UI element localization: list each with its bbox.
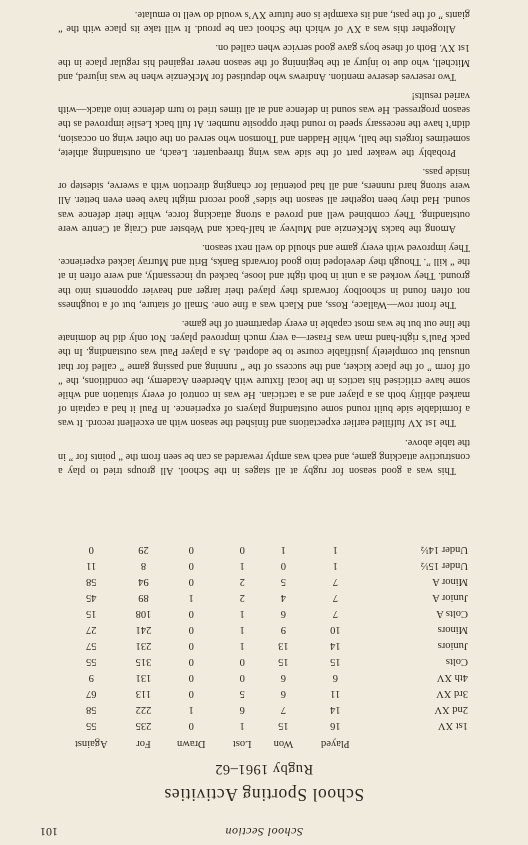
table-row <box>56 654 468 670</box>
stat-cell: 6 <box>280 688 287 700</box>
stat-cell: 58 <box>86 704 97 716</box>
paragraph: Altogether this was a XV of which the School can be proud. It will take its place with the “ giants ” of the past, and its example is one future XV’s would do well to emulate. <box>58 8 470 35</box>
stat-cell: 0 <box>188 576 194 588</box>
column-header: Lost <box>232 738 252 749</box>
team-name-cell: Colts A <box>436 608 468 620</box>
team-name-cell: 1st XV <box>437 720 468 732</box>
stat-cell: 1 <box>239 560 245 572</box>
table-header-row <box>56 734 468 749</box>
table-row <box>56 590 468 606</box>
stat-cell: 55 <box>86 720 97 732</box>
stat-cell: 1 <box>239 624 245 636</box>
stat-cell: 0 <box>280 560 287 572</box>
stat-cell: 8 <box>140 560 147 572</box>
stat-cell: 11 <box>86 560 97 572</box>
table-row <box>56 558 468 574</box>
stat-cell: 2 <box>239 592 245 604</box>
stat-cell: 9 <box>280 624 287 636</box>
team-name-cell: Minor A <box>432 576 468 588</box>
table-row <box>56 574 468 590</box>
team-name-cell: 3rd XV <box>436 688 468 700</box>
stat-cell: 89 <box>138 592 149 604</box>
team-name-cell: Junior A <box>432 592 468 604</box>
stat-cell: 1 <box>280 544 287 556</box>
stat-cell: 7 <box>332 592 338 604</box>
page-number: 101 <box>40 825 58 839</box>
stat-cell: 1 <box>239 640 245 652</box>
stat-cell: 0 <box>239 672 245 684</box>
team-name-cell: Juniors <box>437 640 468 652</box>
stat-cell: 4 <box>280 592 287 604</box>
stat-cell: 231 <box>135 640 152 652</box>
column-header <box>366 734 468 749</box>
table-row <box>56 718 468 734</box>
stat-cell: 14 <box>330 704 341 716</box>
team-name-cell: 2nd XV <box>434 704 468 716</box>
stat-cell: 55 <box>86 656 97 668</box>
stat-cell: 0 <box>188 688 194 700</box>
table-row <box>56 670 468 686</box>
stat-cell: 1 <box>188 704 194 716</box>
stat-cell: 0 <box>188 560 194 572</box>
team-name-cell: Minors <box>437 624 468 636</box>
stat-cell: 9 <box>88 672 94 684</box>
paragraph: This was a good season for rugby at all stages in the School. All groups tried to play a constructive attacking game, and each was amply rewarded as can be seen from the “ points for ” in the table above. <box>58 436 470 476</box>
stat-cell: 315 <box>135 656 152 668</box>
stat-cell: 13 <box>278 640 289 652</box>
stat-cell: 5 <box>280 576 287 588</box>
stat-cell: 1 <box>188 592 194 604</box>
page-subtitle: Rugby 1961–62 <box>214 761 314 777</box>
stat-cell: 15 <box>86 608 97 620</box>
stat-cell: 0 <box>188 640 194 652</box>
stat-cell: 1 <box>239 720 245 732</box>
stat-cell: 1 <box>239 608 245 620</box>
section-name: School Section <box>225 825 303 839</box>
stat-cell: 15 <box>330 656 341 668</box>
table-row <box>56 702 468 718</box>
stat-cell: 241 <box>135 624 152 636</box>
stat-cell: 57 <box>86 640 97 652</box>
stat-cell: 0 <box>188 544 194 556</box>
stat-cell: 58 <box>86 576 97 588</box>
column-header: For <box>136 738 151 749</box>
team-name-cell: Under 15½ <box>420 560 468 572</box>
column-header: Played <box>321 738 350 749</box>
column-header: Against <box>74 738 108 749</box>
table-row <box>56 542 468 558</box>
stat-cell: 131 <box>135 672 152 684</box>
table-row <box>56 686 468 702</box>
stat-cell: 29 <box>138 544 149 556</box>
stat-cell: 108 <box>135 608 152 620</box>
article-body <box>58 2 470 477</box>
column-header: Won <box>273 738 294 749</box>
stat-cell: 7 <box>332 608 338 620</box>
stat-cell: 7 <box>332 576 338 588</box>
paragraph: Among the backs McKenzie and Mulvey at half-back and Webster and Craig at Centre were outstanding. They combined well and proved a strong attacking force, while their defence was sound. Had they been together all season the sides’ good record might have been even better. All were strong hard runners, and all had potential for changing direction with a swerve, sidestep or inside pass. <box>58 165 470 234</box>
stat-cell: 94 <box>138 576 149 588</box>
stat-cell: 0 <box>239 544 245 556</box>
stat-cell: 5 <box>239 688 245 700</box>
paragraph: The 1st XV fulfilled earlier expectations and finished the season with an excellent record. It was a formidable side built round some outstanding players of experience. In Paul it had a captain of marked ability both as a player and as a tactician. He was in control of every situation and while some have criticised his tactics in the local fixture with Aberdeen Academy, the conditions, the “ off form ” of the place kicker, and the success of the “ running and passing game ” called for that unusual but completely justifiable course to be adopted. As a player Paul was outstanding. In the pack Paul’s right-hand man was Fraser—a very much improved player. Not only did he dominate the line out but he was most capable in every department of the game. <box>58 317 470 429</box>
team-name-cell: 4th XV <box>436 672 468 684</box>
stat-cell: 45 <box>86 592 97 604</box>
stat-cell: 113 <box>135 688 152 700</box>
stat-cell: 0 <box>188 720 194 732</box>
table-row <box>56 622 468 638</box>
stat-cell: 0 <box>188 608 194 620</box>
running-header <box>40 819 488 839</box>
stat-cell: 15 <box>278 656 289 668</box>
stat-cell: 2 <box>239 576 245 588</box>
stat-cell: 10 <box>330 624 341 636</box>
stat-cell: 27 <box>86 624 97 636</box>
paragraph: Two reserves deserve mention. Andrews who deputised for McKenzie when he was injured, and Mitchell, who due to injury at the beginning of the season never regained his regular place in the 1st XV. Both of these boys gave good service when called on. <box>58 42 470 82</box>
stat-cell: 6 <box>239 704 245 716</box>
stat-cell: 14 <box>330 640 341 652</box>
results-table <box>56 542 468 749</box>
stat-cell: 16 <box>330 720 341 732</box>
table-row <box>56 606 468 622</box>
team-name-cell: Colts <box>445 656 468 668</box>
stat-cell: 0 <box>188 624 194 636</box>
stat-cell: 1 <box>332 544 338 556</box>
stat-cell: 0 <box>188 656 194 668</box>
stat-cell: 6 <box>280 608 287 620</box>
stat-cell: 1 <box>332 560 338 572</box>
table-row <box>56 638 468 654</box>
stat-cell: 0 <box>88 544 94 556</box>
table-body <box>56 542 468 734</box>
stat-cell: 15 <box>278 720 289 732</box>
paragraph: Probably the weaker part of the side was wing threequarter. Leach, an outstanding athlete, sometimes forgets the ball, while Hadden and Thomson who served on the other wing on occasion, didn’t have the necessary speed to round their opposite number. At full back Leslie improved as the season progressed. He was sound in defence and at all times tried to turn defence into attack—with varied results! <box>58 89 470 158</box>
team-name-cell: Under 14½ <box>420 544 468 556</box>
stat-cell: 222 <box>135 704 152 716</box>
stat-cell: 67 <box>86 688 97 700</box>
stat-cell: 0 <box>188 672 194 684</box>
stat-cell: 0 <box>239 656 245 668</box>
stat-cell: 6 <box>332 672 338 684</box>
paragraph: The front row—Wallace, Ross, and Klach was a fine one. Small of stature, but of a toughness not often found in schoolboy forwards they played their larger and heavier opponents into the ground. They worked as a unit in both tight and loose, backed up incessantly, and were often in at the “ kill ”. Though they developed into good forwards Banks, Britt and Murray lacked experience. They improved with every game and should do well next season. <box>58 241 470 310</box>
column-header: Drawn <box>176 738 206 749</box>
stat-cell: 11 <box>330 688 341 700</box>
stat-cell: 235 <box>135 720 152 732</box>
stat-cell: 6 <box>280 672 287 684</box>
stat-cell: 7 <box>280 704 287 716</box>
page-title: School Sporting Activities <box>163 785 365 805</box>
